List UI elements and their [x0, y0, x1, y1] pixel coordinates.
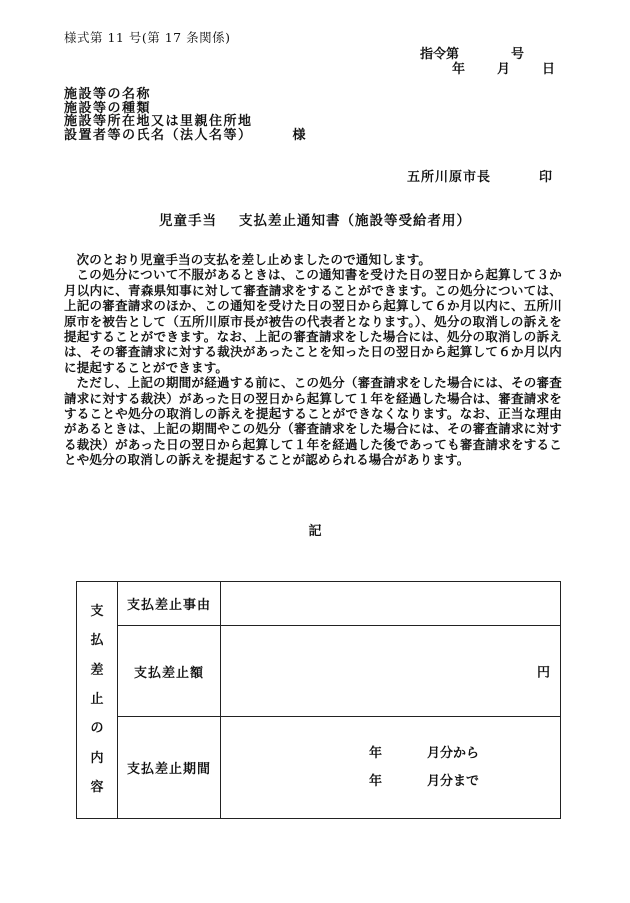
yen-unit: 円	[536, 665, 550, 681]
amount-value-cell	[221, 626, 561, 717]
honorific: 様	[292, 127, 306, 143]
period-label: 支払差止期間	[126, 762, 211, 777]
side-char: の	[90, 721, 104, 737]
paragraph-3: ただし、上記の期間が経過する前に、この処分（審査請求をした場合には、その審査請求に対する裁決）があった日の翌日から起算して１年を経過した場合は、審査請求をすることや処分の取消しの訴えを提起することができなくなります。なお、正当な理由があるときは、上記の期間やこの処分（審査請求をした場合には、その審査請求に対する裁決）があった日の翌日から起算して１年を経過した後であっても審査請求をすることや処分の取消しの訴えを提起することが認められる場合があります。	[64, 375, 562, 468]
date-month: 月	[497, 62, 511, 77]
period-from-year: 年	[369, 745, 383, 761]
period-label-cell	[118, 717, 221, 819]
recipient-fields	[64, 88, 306, 142]
order-date-line	[452, 58, 555, 77]
order-prefix: 指令第	[420, 47, 460, 62]
date-day: 日	[542, 62, 556, 77]
amount-label: 支払差止額	[133, 665, 204, 681]
side-char: 容	[90, 779, 104, 795]
notice-body	[64, 252, 562, 468]
facility-type-label: 施設等の種類	[64, 100, 152, 116]
mayor-title: 五所川原市長	[407, 170, 492, 185]
order-suffix: 号	[511, 47, 525, 62]
form-number: 様式第 11 号(第 17 条関係)	[64, 30, 231, 45]
facility-address-label: 施設等所在地又は里親住所地	[64, 114, 253, 129]
document-title	[0, 209, 630, 229]
period-value-cell	[221, 717, 561, 819]
period-to-suffix: 月分まで	[427, 773, 480, 789]
ki-marker: 記	[308, 524, 322, 539]
operator-name-label: 設置者等の氏名（法人名等）	[64, 127, 253, 143]
side-char: 支	[90, 604, 104, 619]
details-table	[76, 581, 561, 819]
period-to-year: 年	[369, 773, 383, 789]
paragraph-1: 次のとおり児童手当の支払を差し止めましたので通知します。	[76, 252, 432, 267]
side-label-cell	[77, 582, 118, 819]
side-char: 差	[90, 662, 104, 678]
issuer-line	[407, 166, 553, 185]
facility-name-label: 施設等の名称	[64, 87, 152, 102]
side-char: 内	[90, 750, 104, 766]
side-char: 払	[90, 633, 104, 649]
paragraph-2: この処分について不服があるときは、この通知書を受けた日の翌日から起算して３か月以内に、青森県知事に対して審査請求をすることができます。この処分については、上記の審査請求のほか、この通知を受けた日の翌日から起算して６か月以内に、五所川原市を被告として（五所川原市長が被告の代表者となります。）、処分の取消しの訴えを提起することができます。なお、上記の審査請求をした場合には、処分の取消しの訴えは、その審査請求に対する裁決があったことを知った日の翌日から起算して６か月以内に提起することができます。	[64, 267, 562, 375]
operator-name-line	[64, 129, 306, 143]
seal-mark: 印	[539, 170, 554, 185]
period-from-line	[369, 740, 560, 768]
reason-label-cell	[118, 582, 221, 626]
period-to-line	[369, 768, 560, 796]
side-label	[77, 605, 117, 795]
amount-label-cell	[118, 626, 221, 717]
date-year: 年	[452, 62, 466, 77]
reason-value-cell	[221, 582, 561, 626]
title-part1: 児童手当	[159, 213, 217, 229]
title-part2: 支払差止通知書（施設等受給者用）	[239, 213, 471, 229]
reason-label: 支払差止事由	[126, 598, 211, 613]
side-char: 止	[90, 691, 104, 707]
period-from-suffix: 月分から	[427, 745, 480, 761]
